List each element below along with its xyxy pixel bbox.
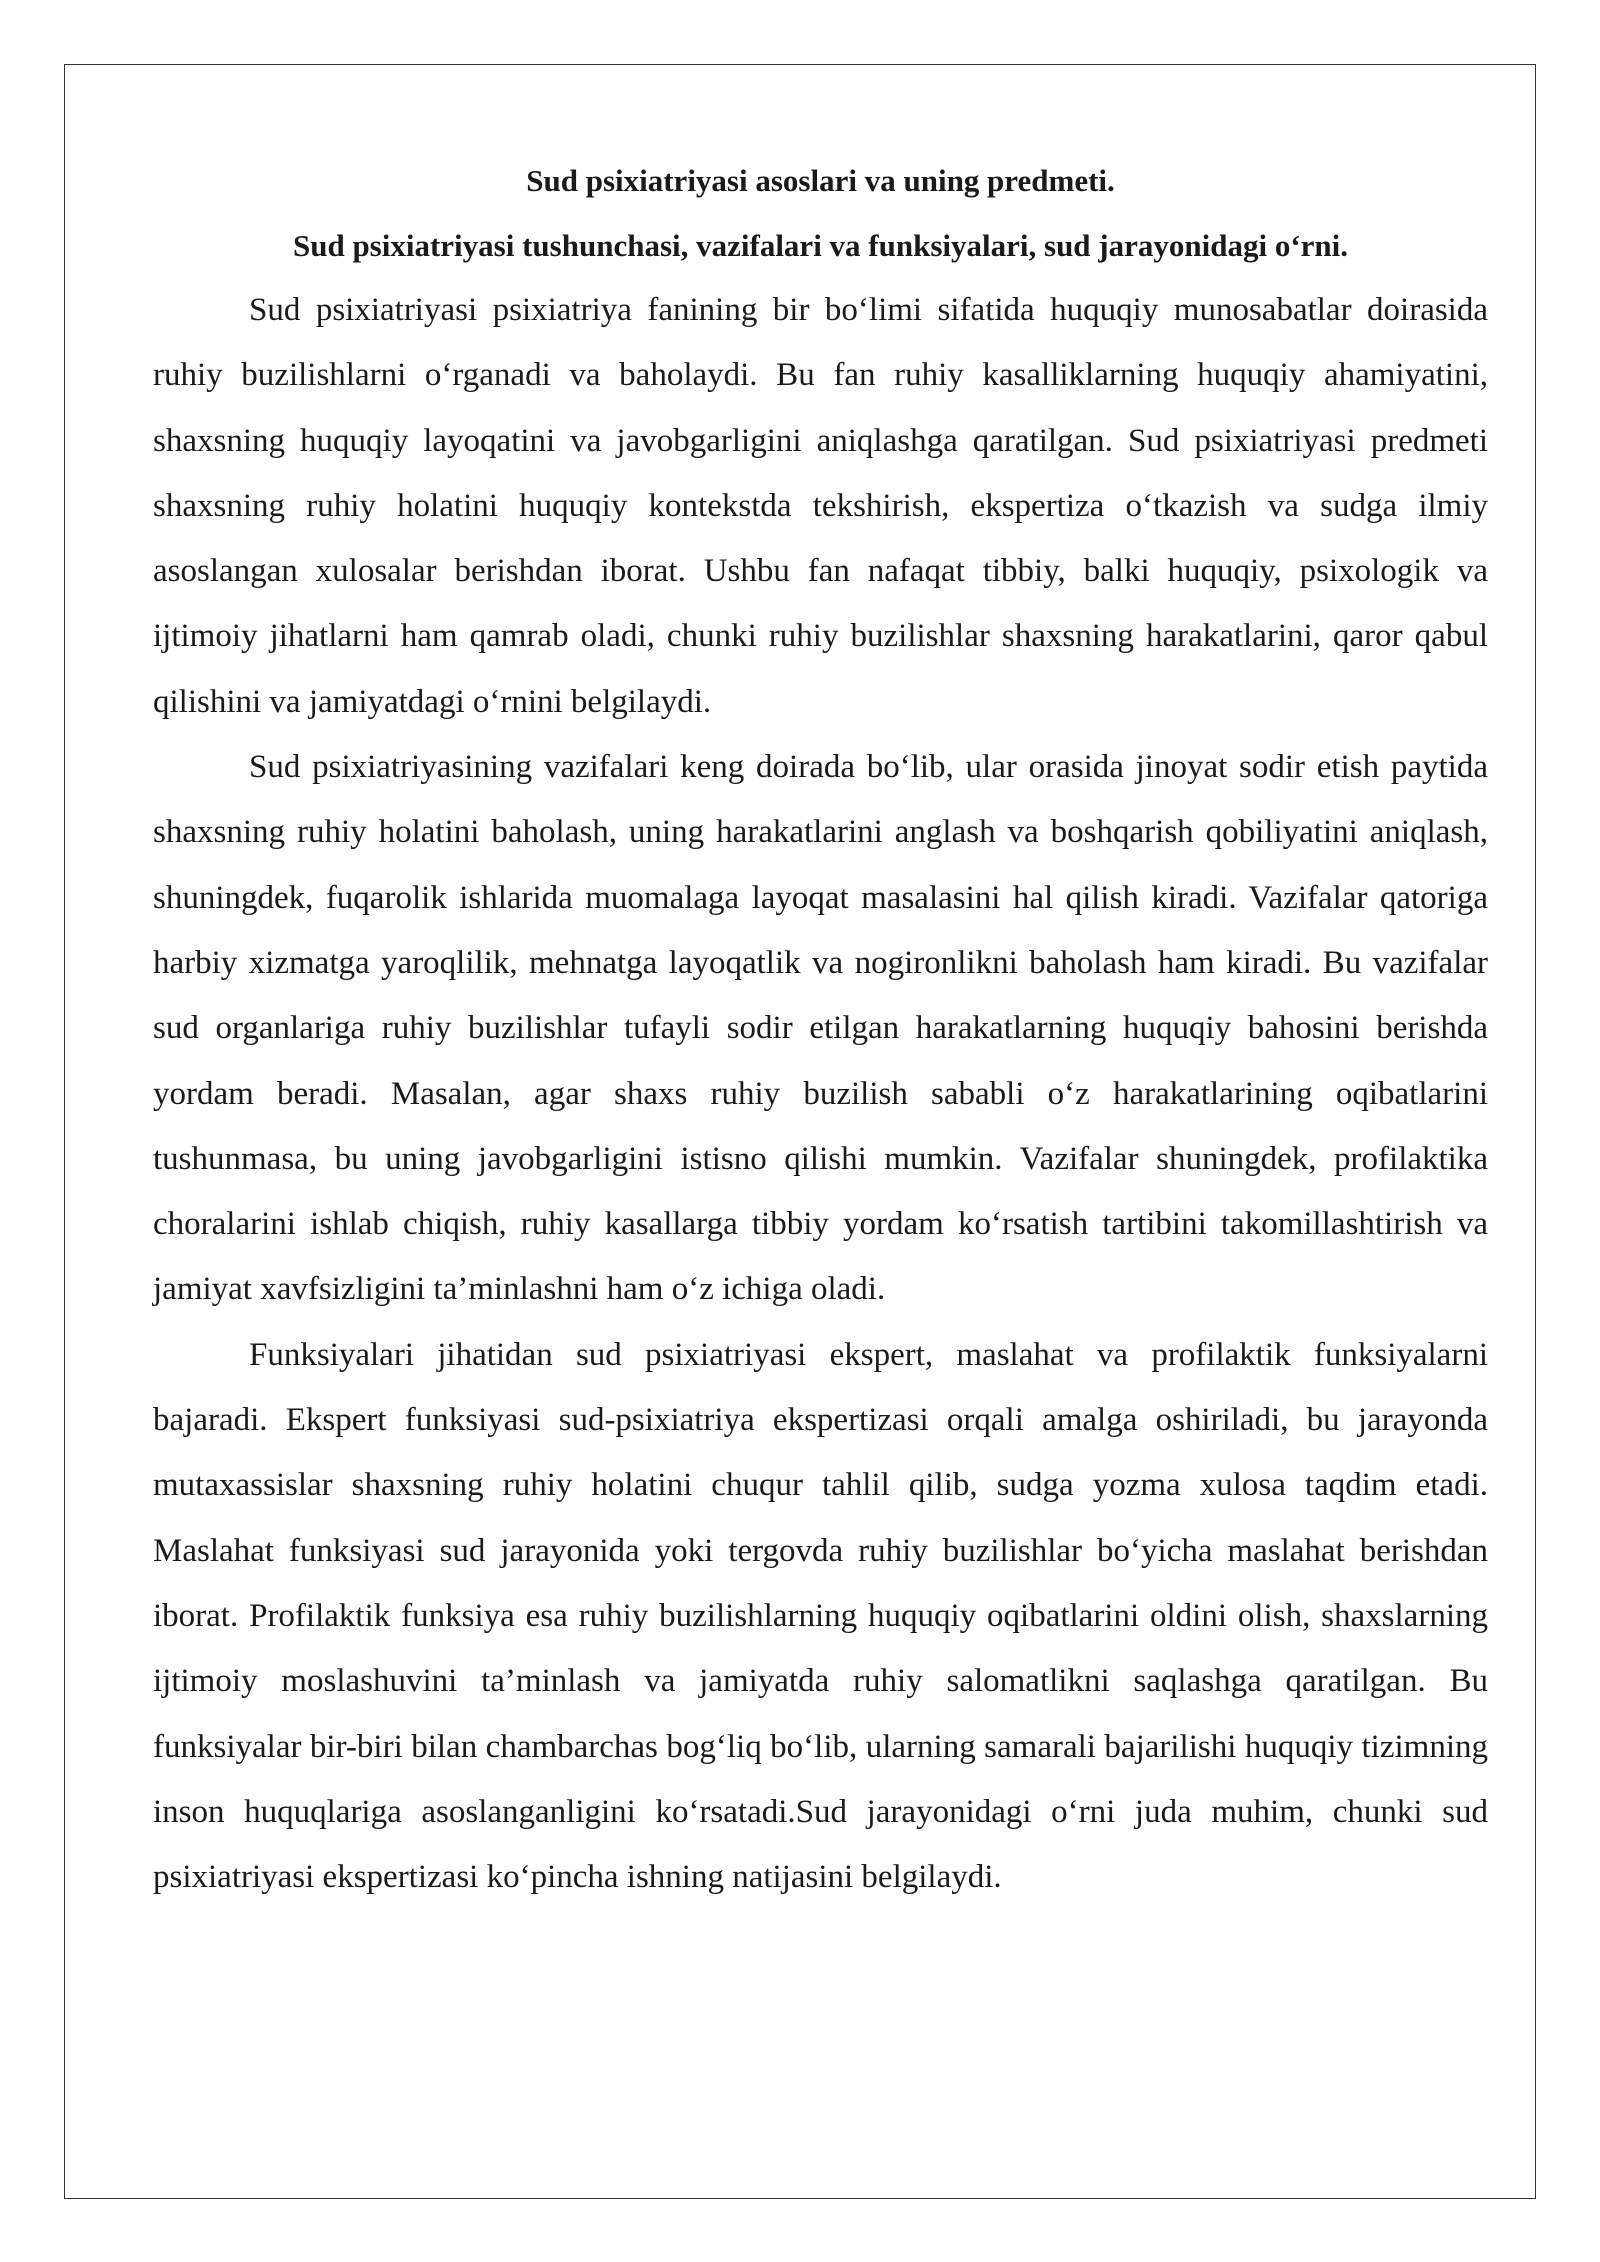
- document-body: [153, 148, 1488, 1910]
- paragraph-2: Sud psixiatriyasining vazifalari keng doirada bo‘lib, ular orasida jinoyat sodir etish paytida shaxsning ruhiy holatini baholash, uning harakatlarini anglash va boshqarish qobiliyatini aniqlash, shuningdek, fuqarolik ishlarida muomalaga layoqat masalasini hal qilish kiradi. Vazifalar qatoriga harbiy xizmatga yaroqlilik, mehnatga layoqatlik va nogironlikni baholash ham kiradi. Bu vazifalar sud organlariga ruhiy buzilishlar tufayli sodir etilgan harakatlarning huquqiy bahosini berishda yordam beradi. Masalan, agar shaxs ruhiy buzilish sababli o‘z harakatlarining oqibatlarini tushunmasa, bu uning javobgarligini istisno qilishi mumkin. Vazifalar shuningdek, profilaktika choralarini ishlab chiqish, ruhiy kasallarga tibbiy yordam ko‘rsatish tartibini takomillashtirish va jamiyat xavfsizligini ta’minlashni ham o‘z ichiga oladi.: [153, 749, 1488, 1308]
- document-subtitle: Sud psixiatriyasi tushunchasi, vazifalari va funksiyalari, sud jarayonidagi o‘rni.: [292, 228, 1349, 263]
- document-title: Sud psixiatriyasi asoslari va uning predmeti.: [526, 163, 1115, 198]
- paragraph-3: Funksiyalari jihatidan sud psixiatriyasi ekspert, maslahat va profilaktik funksiyalarni bajaradi. Ekspert funksiyasi sud-psixiatriya ekspertizasi orqali amalga oshiriladi, bu jarayonda mutaxassislar shaxsning ruhiy holatini chuqur tahlil qilib, sudga yozma xulosa taqdim etadi. Maslahat funksiyasi sud jarayonida yoki tergovda ruhiy buzilishlar bo‘yicha maslahat berishdan iborat. Profilaktik funksiya esa ruhiy buzilishlarning huquqiy oqibatlarini oldini olish, shaxslarning ijtimoiy moslashuvini ta’minlash va jamiyatda ruhiy salomatlikni saqlashga qaratilgan. Bu funksiyalar bir-biri bilan chambarchas bog‘liq bo‘lib, ularning samarali bajarilishi huquqiy tizimning inson huquqlariga asoslanganligini ko‘rsatadi.Sud jarayonidagi o‘rni juda muhim, chunki sud psixiatriyasi ekspertizasi ko‘pincha ishning natijasini belgilaydi.: [153, 1336, 1488, 1896]
- paragraph-1: Sud psixiatriyasi psixiatriya fanining bir bo‘limi sifatida huquqiy munosabatlar doirasida ruhiy buzilishlarni o‘rganadi va baholaydi. Bu fan ruhiy kasalliklarning huquqiy ahamiyatini, shaxsning huquqiy layoqatini va javobgarligini aniqlashga qaratilgan. Sud psixiatriyasi predmeti shaxsning ruhiy holatini huquqiy kontekstda tekshirish, ekspertiza o‘tkazish va sudga ilmiy asoslangan xulosalar berishdan iborat. Ushbu fan nafaqat tibbiy, balki huquqiy, psixologik va ijtimoiy jihatlarni ham qamrab oladi, chunki ruhiy buzilishlar shaxsning harakatlarini, qaror qabul qilishini va jamiyatdagi o‘rnini belgilaydi.: [153, 292, 1488, 720]
